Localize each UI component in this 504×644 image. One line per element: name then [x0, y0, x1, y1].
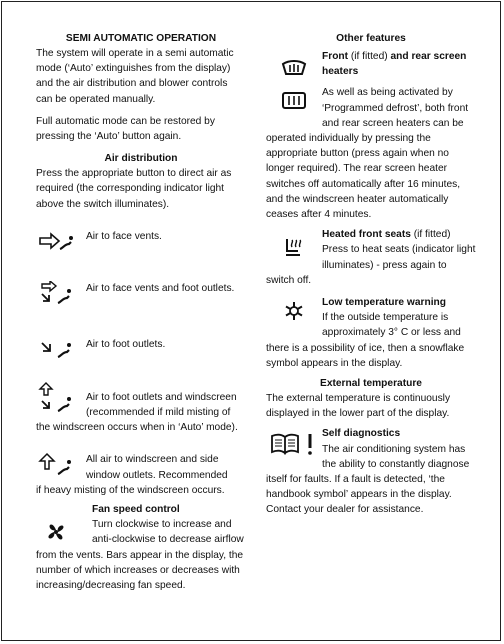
fan-speed-continued: from the vents. Bars appear in the display, the number of which increases or decreases with increasing/decreasing fan speed. — [36, 549, 244, 592]
fan-speed-heading: Fan speed control — [92, 504, 180, 516]
rear-screen-heater-icon — [281, 91, 307, 111]
external-temp-text: The external temperature is continuously displayed in the lower part of the display. — [266, 393, 451, 420]
external-temp-heading: External temperature — [320, 378, 422, 390]
heated-seats-fitted: (if fitted) — [410, 229, 451, 241]
windscreen-continued: if heavy misting of the windscreen occurs. — [36, 484, 225, 496]
air-distribution-heading: Air distribution — [104, 153, 178, 165]
self-diagnostics-continued: itself for faults. If a fault is detected, ‘the handbook symbol’ appears in the display. Contact your dealer for assistance. — [266, 474, 452, 516]
face-and-foot-vents-icon — [36, 281, 76, 307]
foot-and-windscreen-icon — [36, 381, 76, 415]
fan-speed-row — [36, 502, 246, 548]
face-foot-row — [36, 281, 246, 307]
other-features-heading: Other features — [336, 33, 406, 44]
auto-restore-text: Full automatic mode can be restored by pressing the ‘Auto’ button again. — [36, 115, 215, 143]
semi-automatic-text: The system will operate in a semi automatic mode (‘Auto’ extinguishes from the display) and the air distribution and blower controls can be operated manually. — [36, 48, 234, 105]
face-vents-label: Air to face vents. — [86, 230, 162, 242]
self-diagnostics-row — [266, 426, 476, 472]
air-distribution-text: Press the appropriate button to direct air as required (the corresponding indicator light above the switch illuminates). — [36, 168, 232, 210]
fan-speed-text: Turn clockwise to increase and anti-clockwise to decrease airflow — [92, 519, 244, 546]
snowflake-icon — [266, 295, 322, 321]
face-foot-label: Air to face vents and foot outlets. — [86, 282, 235, 294]
foot-outlets-icon — [36, 337, 76, 359]
heated-seats-row — [266, 227, 476, 273]
screen-heaters-heading: and rear screen heaters — [322, 51, 467, 78]
foot-windscreen-row — [36, 381, 246, 420]
screen-heaters-row — [266, 49, 476, 131]
foot-windscreen-label: Air to foot outlets and windscreen (recommended if mild misting of — [86, 391, 237, 419]
heated-seats-heading: Heated front seats — [322, 229, 411, 241]
front-heater-heading: Front — [322, 51, 349, 62]
screen-heaters-continued: operated individually by pressing the appropriate button (press again when no longer required). The rear screen heater switches off automatically after 16 minutes, and the windscreen heater automatically ceases after 4 minutes. — [266, 133, 461, 221]
handbook-icon — [266, 426, 322, 456]
heated-seats-text: Press to heat seats (indicator light illuminates) - press again to — [322, 244, 476, 271]
low-temp-row — [266, 295, 476, 341]
foot-windscreen-continued: the windscreen occurs when in ‘Auto’ mode). — [36, 422, 238, 434]
fan-icon — [36, 502, 76, 544]
low-temp-heading: Low temperature warning — [322, 297, 446, 309]
windscreen-row — [36, 452, 246, 482]
right-column — [266, 31, 476, 518]
face-vents-icon — [36, 229, 76, 253]
windscreen-label: All air to windscreen and side window outlets. Recommended — [86, 454, 228, 481]
heated-seats-continued: switch off. — [266, 274, 312, 286]
screen-heater-icons — [266, 49, 322, 111]
foot-label: Air to foot outlets. — [86, 338, 166, 350]
foot-row — [36, 337, 246, 359]
heated-seat-icon — [266, 227, 322, 259]
self-diagnostics-heading: Self diagnostics — [322, 428, 401, 440]
face-vents-row — [36, 229, 246, 253]
self-diagnostics-text: The air conditioning system has the ability to constantly diagnose — [322, 443, 470, 470]
windscreen-icon — [36, 452, 76, 476]
front-screen-heater-icon — [281, 59, 307, 77]
low-temp-continued: there is a possibility of ice, then a snowflake symbol appears in the display. — [266, 342, 465, 369]
low-temp-text: If the outside temperature is approximately 3° C or less and — [322, 312, 461, 339]
front-heater-fitted: (if fitted) — [348, 51, 391, 62]
screen-heaters-text: As well as being activated by ‘Programmed defrost’, both front and rear screen heaters can be — [322, 87, 469, 129]
semi-automatic-heading: SEMI AUTOMATIC OPERATION — [65, 33, 217, 44]
left-column — [36, 31, 246, 593]
